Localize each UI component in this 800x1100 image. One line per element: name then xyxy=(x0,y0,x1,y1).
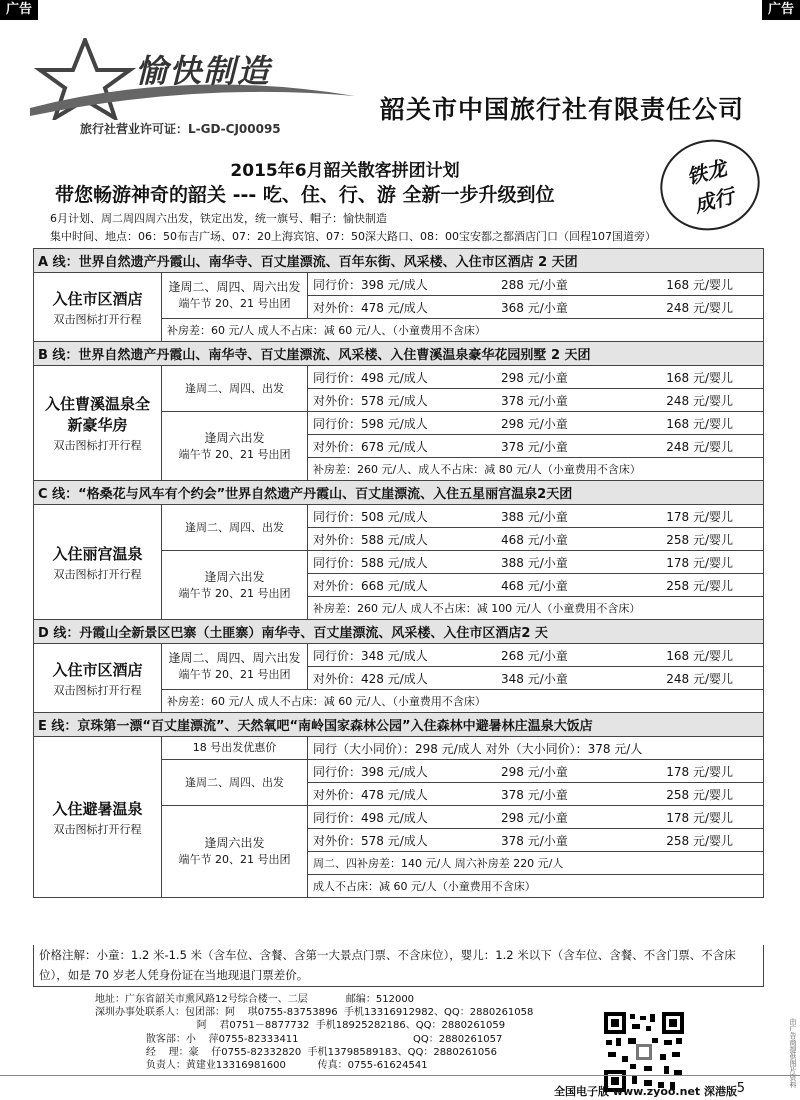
price-row: 对外价：678 元/成人 378 元/小童 248 元/婴儿 xyxy=(308,435,764,458)
price-row: 对外价：668 元/成人 468 元/小童 258 元/婴儿 xyxy=(308,574,764,597)
line-e-title: E 线：京珠第一漂“百丈崖漂流”、天然氧吧“南岭国家森林公园”入住森林中避暑林庄温泉大饭店 xyxy=(34,713,764,737)
contact-line: 阿 君0751－8877732 手机18925282186、QQ：2880261059 xyxy=(95,1020,506,1032)
hotel-hint: 双击图标打开行程 xyxy=(53,822,142,836)
price-row: 同行价：398 元/成人 298 元/小童 178 元/婴儿 xyxy=(308,760,764,783)
page-number: 5 xyxy=(736,1081,745,1096)
line-e-special-departure: 18 号出发优惠价 xyxy=(162,737,308,760)
line-d-hotel[interactable] xyxy=(34,644,162,713)
contact-line: 地址：广东省韶关市熏风路12号综合楼一、二层 邮编：512000 xyxy=(95,994,415,1005)
contact-line: 深圳办事处联系人：包团部：阿 琪0755-83753896 手机13316912982、QQ：2880261058 xyxy=(95,1007,534,1019)
line-c-departure-1: 逢周二、周四、出发 xyxy=(162,505,308,551)
line-d-title: D 线：丹霞山全新景区巴寨（土匪寨）南华寺、百丈崖漂流、风采楼、入住市区酒店2 天 xyxy=(34,620,764,644)
price-table xyxy=(33,248,764,898)
hotel-hint: 双击图标打开行程 xyxy=(53,439,142,452)
logo xyxy=(25,38,355,120)
hotel-name: 入住避暑温泉 xyxy=(52,799,143,818)
line-a-supplement: 补房差：60 元/人 成人不占床：减 60 元/人、（小童费用不含床） xyxy=(162,319,764,342)
line-c-departure-2: 逢周六出发 端午节 20、21 号出团 xyxy=(162,551,308,620)
hotel-name: 入住市区酒店 xyxy=(52,660,143,679)
company-name: 韶关市中国旅行社有限责任公司 xyxy=(380,95,745,124)
line-e-departure-1: 逢周二、周四、出发 xyxy=(162,760,308,806)
contact-line: 经 理：豪 仔0755-82332820 手机13798589183、QQ：2880261056 xyxy=(95,1046,497,1058)
line-b-hotel[interactable] xyxy=(34,366,162,481)
seal-text-2: 成行 xyxy=(691,183,737,218)
footer xyxy=(0,1075,800,1100)
price-note: 价格注解：小童：1.2 米-1.5 米（含车位、含餐、含第一大景点门票、不含床位），婴儿：1.2 米以下（含车位、含餐、不含门票、不含床位），如是 70 岁老人凭身份证在当地现退门票差价。 xyxy=(33,945,764,987)
seal-text-1: 铁龙 xyxy=(684,155,730,190)
price-row: 同行价：498 元/成人 298 元/小童 178 元/婴儿 xyxy=(308,806,764,829)
price-row: 同行价：398 元/成人 288 元/小童 168 元/婴儿 xyxy=(308,273,764,296)
header xyxy=(25,38,775,140)
plan-title: 2015年6月韶关散客拼团计划 xyxy=(230,161,460,181)
side-note: 由广告商提供图片资料 xyxy=(789,1018,797,1088)
line-b-title: B 线：世界自然遗产丹霞山、南华寺、百丈崖漂流、风采楼、入住曹溪温泉豪华花园别墅 2 天团 xyxy=(34,342,764,366)
seal-stamp xyxy=(650,129,770,242)
price-row: 同行价：498 元/成人 298 元/小童 168 元/婴儿 xyxy=(308,366,764,389)
contact-line: 散客部：小 萍0755-82333411 QQ：2880261057 xyxy=(95,1033,503,1045)
price-row: 对外价：478 元/成人 368 元/小童 248 元/婴儿 xyxy=(308,296,764,319)
line-a-hotel[interactable] xyxy=(34,273,162,342)
price-row: 同行价：598 元/成人 298 元/小童 168 元/婴儿 xyxy=(308,412,764,435)
schedule-note: 6月计划、周二周四周六出发，铁定出发，统一旗号、帽子：愉快制造 xyxy=(50,212,387,225)
line-a-title: A 线：世界自然遗产丹霞山、南华寺、百丈崖漂流、百年东街、风采楼、入住市区酒店 2 天团 xyxy=(34,249,764,273)
hotel-hint: 双击图标打开行程 xyxy=(53,567,142,581)
hotel-hint: 双击图标打开行程 xyxy=(53,312,142,326)
price-row: 同行价：588 元/成人 388 元/小童 178 元/婴儿 xyxy=(308,551,764,574)
line-a-departure: 逢周二、周四、周六出发 端午节 20、21 号出团 xyxy=(162,273,308,319)
line-c-title: C 线：“格桑花与风车有个约会”世界自然遗产丹霞山、百丈崖漂流、入住五星丽宫温泉2天团 xyxy=(34,481,764,505)
line-d-departure: 逢周二、周四、周六出发 端午节 20、21 号出团 xyxy=(162,644,308,690)
meeting-note: 集中时间、地点：06：50布吉广场、07：20上海宾馆、07：50深大路口、08：00宝安都之都酒店门口（回程107国道旁） xyxy=(50,230,656,243)
price-row: 对外价：428 元/成人 348 元/小童 248 元/婴儿 xyxy=(308,667,764,690)
price-row: 同行价：508 元/成人 388 元/小童 178 元/婴儿 xyxy=(308,505,764,528)
hotel-name: 入住曹溪温泉全新豪华房 xyxy=(44,395,150,434)
ad-label-left: 广告 xyxy=(0,0,38,20)
hotel-name: 入住市区酒店 xyxy=(52,289,143,308)
slogan: 带您畅游神奇的韶关 --- 吃、住、行、游 全新一步升级到位 xyxy=(55,184,555,206)
price-row: 同行价：348 元/成人 268 元/小童 168 元/婴儿 xyxy=(308,644,764,667)
price-row: 对外价：578 元/成人 378 元/小童 248 元/婴儿 xyxy=(308,389,764,412)
ad-label-right: 广告 xyxy=(762,0,800,20)
line-b-departure-2: 逢周六出发 端午节 20、21 号出团 xyxy=(162,412,308,481)
line-b-departure-1: 逢周二、周四、出发 xyxy=(162,366,308,412)
special-price: 同行（大小同价）：298 元/成人 对外（大小同价）：378 元/人 xyxy=(308,737,764,760)
price-row: 对外价：588 元/成人 468 元/小童 258 元/婴儿 xyxy=(308,528,764,551)
line-c-hotel[interactable] xyxy=(34,505,162,620)
contact-line: 负责人：黄建业13316981600 传真：0755-61624541 xyxy=(95,1060,428,1072)
edition-label: 全国电子版 www.zyoo.net 深港版 xyxy=(553,1085,737,1098)
contact-info xyxy=(95,993,595,1072)
line-e-hotel[interactable] xyxy=(34,737,162,898)
line-c-supplement: 补房差：260 元/人 成人不占床：减 100 元/人（小童费用不含床） xyxy=(308,597,764,620)
hotel-hint: 双击图标打开行程 xyxy=(53,683,142,697)
price-row: 对外价：578 元/成人 378 元/小童 258 元/婴儿 xyxy=(308,829,764,852)
price-row: 对外价：478 元/成人 378 元/小童 258 元/婴儿 xyxy=(308,783,764,806)
line-b-supplement: 补房差：260 元/人、成人不占床：减 80 元/人（小童费用不含床） xyxy=(308,458,764,481)
logo-text: 愉快制造 xyxy=(135,52,272,90)
hotel-name: 入住丽宫温泉 xyxy=(52,544,143,563)
line-e-supplement-2: 成人不占床：减 60 元/人（小童费用不含床） xyxy=(308,875,764,898)
line-e-departure-2: 逢周六出发 端午节 20、21 号出团 xyxy=(162,806,308,898)
line-d-supplement: 补房差：60 元/人 成人不占床：减 60 元/人、（小童费用不含床） xyxy=(162,690,764,713)
license-number: 旅行社营业许可证：L-GD-CJ00095 xyxy=(80,122,281,136)
line-e-supplement-1: 周二、四补房差：140 元/人 周六补房差 220 元/人 xyxy=(308,852,764,875)
